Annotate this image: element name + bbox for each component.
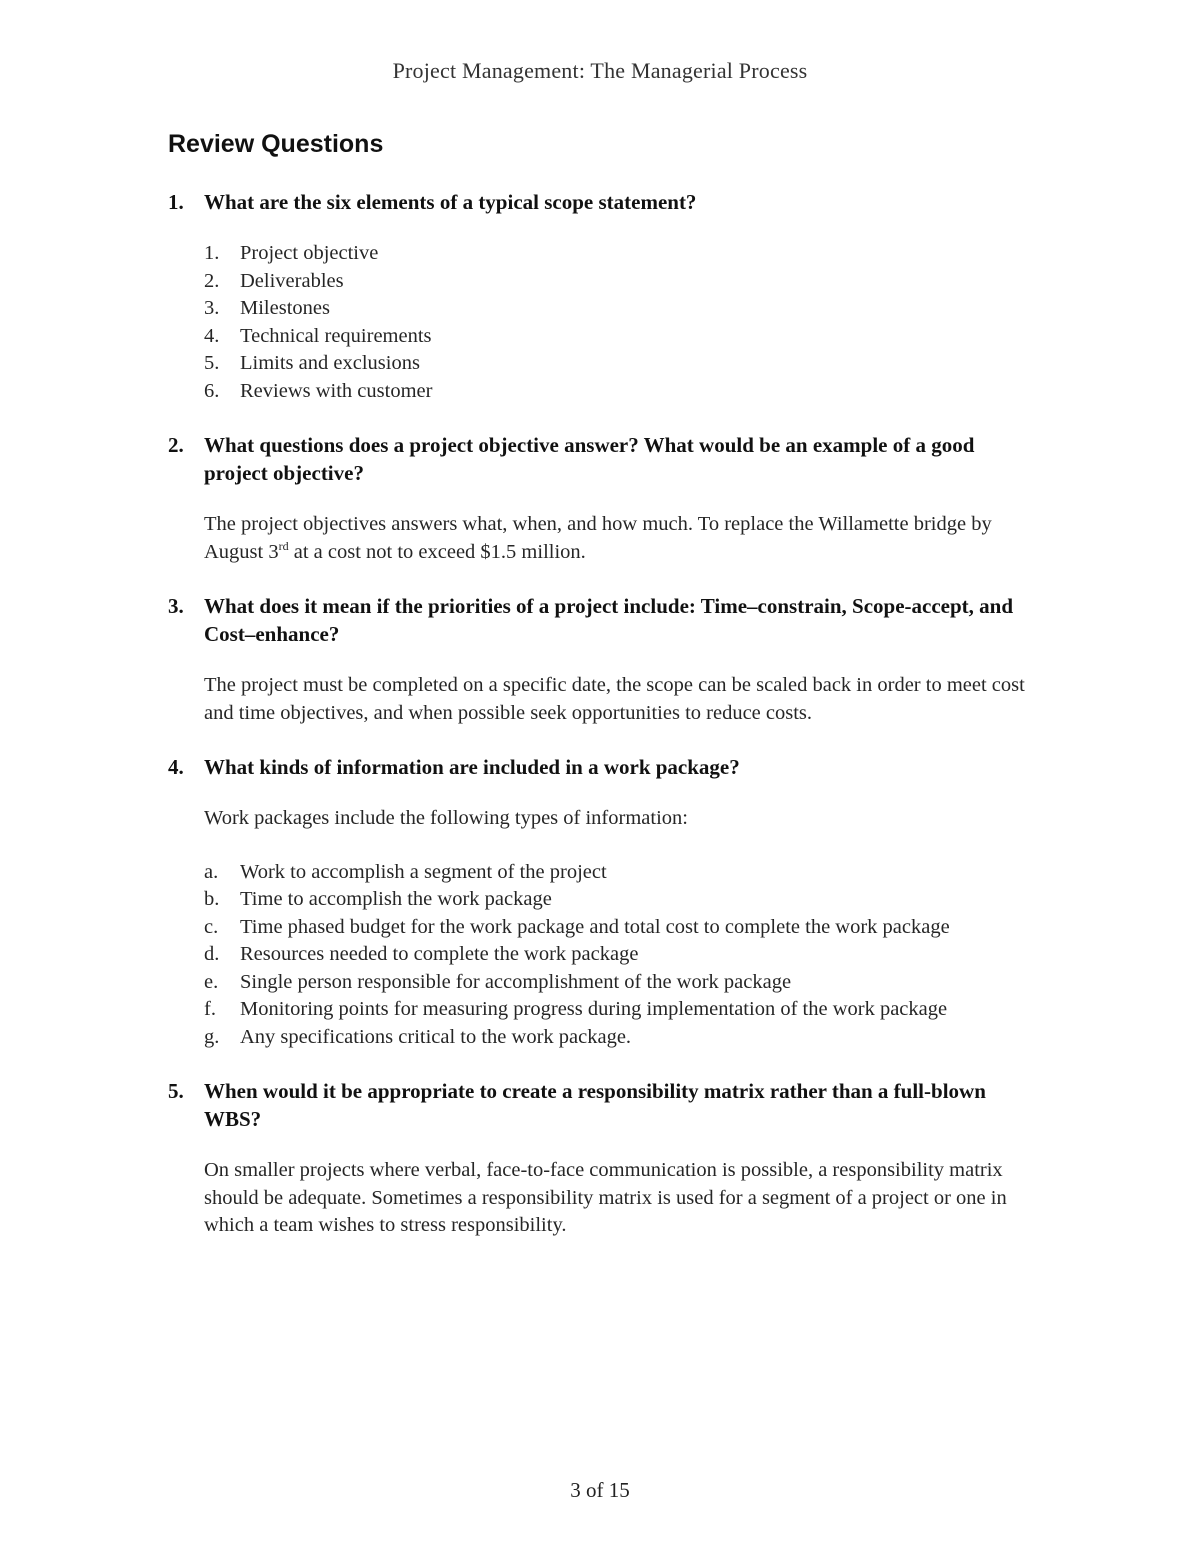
section-title: Review Questions	[168, 130, 384, 158]
answer-2	[204, 511, 1038, 566]
list-item-text: Work to accomplish a segment of the project	[240, 860, 607, 883]
list-item-text: Time phased budget for the work package and total cost to complete the work package	[240, 915, 950, 938]
answer-4	[204, 805, 1038, 1051]
list-marker: 1.	[204, 242, 220, 264]
list-marker: e.	[204, 970, 219, 993]
list-item	[204, 996, 1038, 1024]
list-marker: b.	[204, 888, 220, 910]
answer-text: Work packages include the following types of information:	[204, 807, 688, 829]
list-item	[204, 914, 1038, 942]
list-item	[204, 1024, 1038, 1052]
list-marker: d.	[204, 943, 220, 965]
list-marker: f.	[204, 998, 216, 1020]
list-marker: 2.	[204, 269, 220, 292]
list-marker: 3.	[204, 297, 220, 319]
answer-text: On smaller projects where verbal, face-to-face communication is possible, a responsibility matrix should be adequate. Sometimes a responsibility matrix is used for a segment of a project or one in which a team wishes to stress responsibility.	[204, 1159, 1007, 1236]
list-item-text: Milestones	[240, 297, 330, 319]
ordinal-superscript: rd	[278, 538, 289, 553]
question-3	[168, 592, 1038, 648]
question-4	[168, 753, 1038, 781]
question-text: What kinds of information are included in a work package?	[204, 755, 740, 779]
page-number: 3 of 15	[570, 1478, 630, 1502]
list-item-text: Monitoring points for measuring progress during implementation of the work package	[240, 998, 948, 1020]
question-number: 4.	[168, 755, 184, 779]
list-item	[204, 886, 1038, 914]
list-item-text: Project objective	[240, 242, 379, 264]
scope-elements-list	[204, 240, 1038, 405]
list-item-text: Deliverables	[240, 269, 344, 292]
list-item-text: Any specifications critical to the work package.	[240, 1025, 632, 1048]
answer-text	[204, 511, 1038, 566]
work-package-info-list	[204, 859, 1038, 1052]
list-item	[204, 295, 1038, 323]
list-item	[204, 378, 1038, 406]
question-number: 5.	[168, 1079, 184, 1103]
list-marker: 6.	[204, 379, 220, 402]
list-item-text: Limits and exclusions	[240, 352, 420, 374]
question-text: When would it be appropriate to create a responsibility matrix rather than a full-blown WBS?	[204, 1079, 986, 1131]
question-text: What does it mean if the priorities of a project include: Time–constrain, Scope-accept, and Cost–enhance?	[204, 594, 1014, 646]
question-2	[168, 431, 1038, 487]
answer-text: The project must be completed on a specific date, the scope can be scaled back in order to meet cost and time objectives, and when possible seek opportunities to reduce costs.	[204, 674, 1025, 724]
running-header: Project Management: The Managerial Process	[392, 58, 808, 83]
list-item	[204, 268, 1038, 296]
list-item-text: Reviews with customer	[240, 379, 433, 402]
answer-text-part: at a cost not to exceed $1.5 million.	[288, 540, 586, 563]
list-item-text: Time to accomplish the work package	[240, 888, 552, 910]
list-marker: c.	[204, 915, 219, 938]
list-item	[204, 969, 1038, 997]
question-block-4	[168, 753, 1038, 1051]
list-item-text: Technical requirements	[240, 324, 432, 347]
list-item-text: Resources needed to complete the work package	[240, 943, 639, 965]
questions-body	[168, 188, 1038, 1240]
answer-5	[204, 1157, 1038, 1240]
answer-3	[204, 672, 1038, 727]
list-item	[204, 941, 1038, 969]
list-marker: a.	[204, 860, 219, 883]
question-block-5	[168, 1077, 1038, 1240]
list-marker: 5.	[204, 352, 220, 374]
question-1	[168, 188, 1038, 216]
question-block-3	[168, 592, 1038, 727]
question-number: 3.	[168, 594, 184, 618]
question-5	[168, 1077, 1038, 1133]
question-block-2	[168, 431, 1038, 566]
list-item	[204, 859, 1038, 887]
list-marker: 4.	[204, 324, 220, 347]
answer-1	[204, 240, 1038, 405]
list-item	[204, 240, 1038, 268]
answer-text-part: The project objectives answers what, when, and how much. To replace the Willamette bridge by August 3	[204, 513, 992, 563]
list-item	[204, 323, 1038, 351]
question-text: What questions does a project objective answer? What would be an example of a good project objective?	[204, 433, 975, 485]
list-marker: g.	[204, 1025, 220, 1048]
question-number: 1.	[168, 190, 184, 214]
question-text: What are the six elements of a typical scope statement?	[204, 190, 697, 214]
question-block-1	[168, 188, 1038, 405]
list-item-text: Single person responsible for accomplishment of the work package	[240, 970, 792, 993]
question-number: 2.	[168, 433, 184, 457]
list-item	[204, 350, 1038, 378]
